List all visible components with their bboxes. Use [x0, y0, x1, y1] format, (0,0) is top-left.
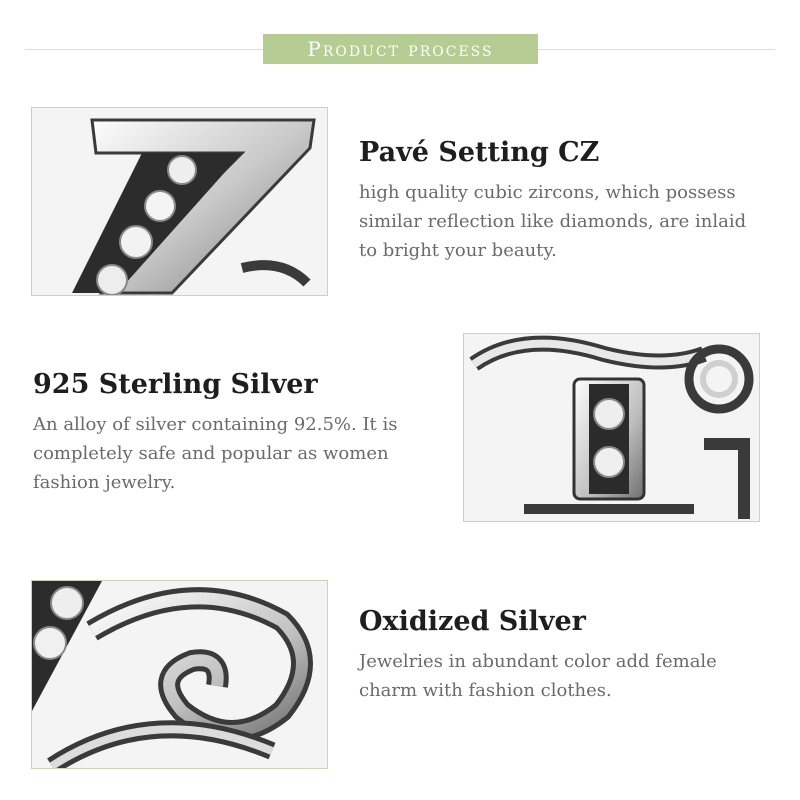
- feature-title: Oxidized Silver: [359, 606, 586, 637]
- product-photo-pave-setting: [31, 107, 328, 296]
- header-divider-left: [25, 49, 263, 50]
- feature-pave-setting: [359, 136, 769, 265]
- feature-title: 925 Sterling Silver: [33, 369, 318, 400]
- feature-description: high quality cubic zircons, which possess similar reflection like diamonds, are inlaid to bright your beauty.: [359, 182, 747, 261]
- feature-description: An alloy of silver containing 92.5%. It is completely safe and popular as women fashion jewelry.: [33, 414, 398, 493]
- feature-description: Jewelries in abundant color add female charm with fashion clothes.: [359, 651, 717, 701]
- product-photo-oxidized-silver: [31, 580, 328, 769]
- section-header-title: Product process: [307, 37, 494, 61]
- product-photo-sterling-silver: [463, 333, 760, 522]
- feature-oxidized-silver: [359, 605, 769, 705]
- section-header: [263, 34, 538, 64]
- feature-sterling-silver: [33, 368, 428, 497]
- feature-title: Pavé Setting CZ: [359, 137, 600, 168]
- header-divider-right: [538, 49, 775, 50]
